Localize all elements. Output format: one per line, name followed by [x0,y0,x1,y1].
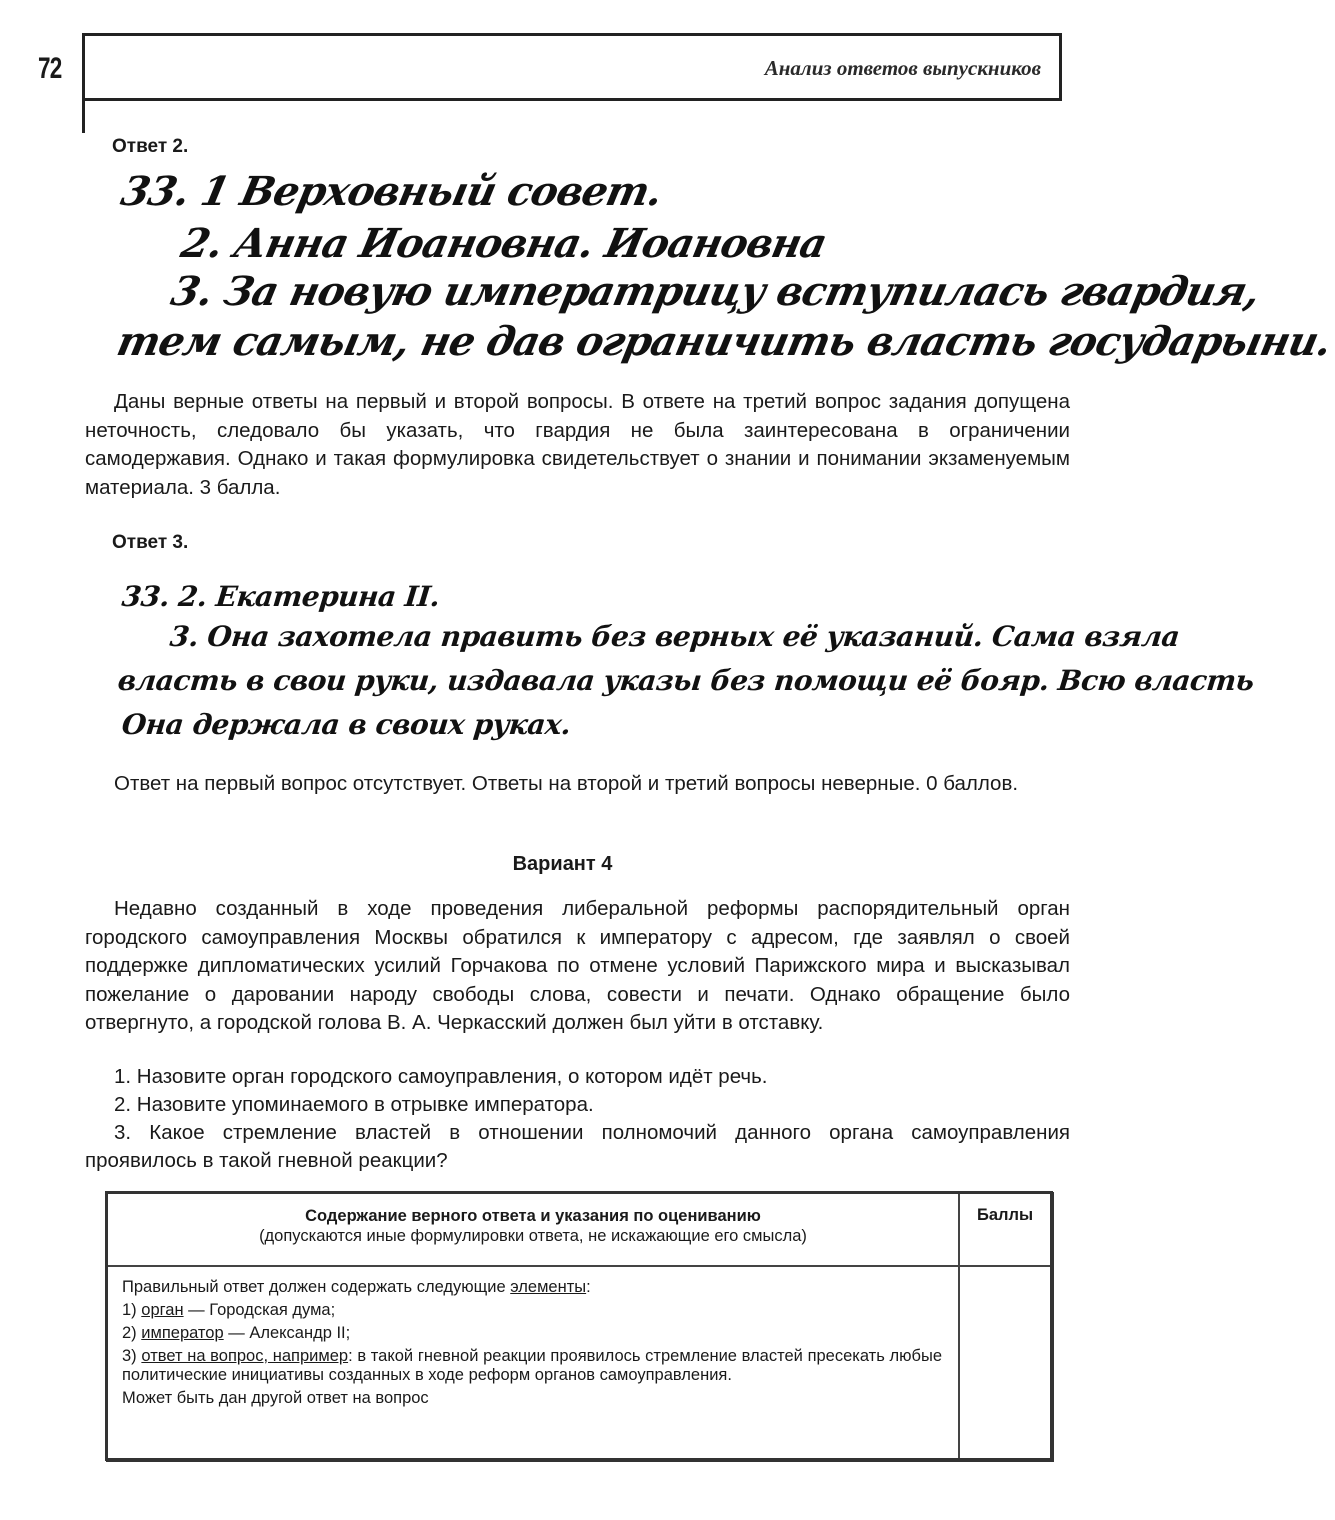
header-rule [82,101,85,133]
handwriting-line: тем самым, не дав ограничить власть государыни. [113,318,1335,365]
table-column-divider [958,1194,960,1458]
handwriting-line: 33. 2. Екатерина II. [120,580,442,613]
handwriting-line: 3. За новую императрицу вступилась гвардия, [167,268,1264,315]
table-header-title: Содержание верного ответа и указания по оцениванию [305,1207,761,1225]
variant-4-text: Недавно созданный в ходе проведения либеральной реформы распорядительный орган городского самоуправления Москвы обратился к императору с адресом, где заявлял о своей поддержке дипломатических усилий Горчакова по отмене условий Парижского мира и высказывал пожелание о даровании народу свободы слова, совести и печати. Однако обращение было отвергнуто, а городской голова В. А. Черкасский должен был уйти в отставку. [85,897,1070,1034]
handwriting-line: 33. 1 Верховный совет. [117,168,667,215]
answer-element-1: 1) орган — Городская дума; [122,1301,336,1319]
answer-element-3: 3) ответ на вопрос, например: в такой гневной реакции проявилось стремление властей пресекать любые политические инициативы созданных в ходе реформ органов самоуправления. [122,1347,943,1384]
handwriting-line: власть в свои руки, издавала указы без помощи её бояр. Всю власть [116,664,1256,697]
table-header-score: Баллы [976,1206,1034,1224]
running-header [82,33,1062,101]
grading-table [105,1191,1053,1461]
table-answer-cell [122,1278,942,1412]
table-header-content [108,1206,958,1246]
running-header-title: Анализ ответов выпускников [764,56,1041,80]
answer-2-label: Ответ 2. [112,136,189,157]
answer-element-2: 2) император — Александр II; [122,1324,351,1342]
answer-2-comment: Даны верные ответы на первый и второй вопросы. В ответе на третий вопрос задания допущена неточность, следовало бы указать, что гвардия не была заинтересована в ограничении самодержавия. Однако и такая формулировка свидетельствует о знании и понимании экзаменуемым материала. 3 балла. [85,390,1070,499]
question-1: 1. Назовите орган городского самоуправления, о котором идёт речь. [114,1065,768,1088]
handwriting-line: 2. Анна Иоановна. Иоановна [177,220,831,267]
handwriting-line: Она держала в своих руках. [120,708,573,741]
table-header-note: (допускаются иные формулировки ответа, не искажающие его смысла) [259,1227,807,1245]
answer-3-label: Ответ 3. [112,532,189,553]
question-2: 2. Назовите упоминаемого в отрывке императора. [114,1093,594,1116]
handwriting-line: 3. Она захотела править без верных её указаний. Сама взяла [168,620,1182,653]
answer-footer: Может быть дан другой ответ на вопрос [122,1389,429,1407]
table-row-divider [108,1265,1050,1267]
answer-3-comment: Ответ на первый вопрос отсутствует. Ответы на второй и третий вопросы неверные. 0 баллов. [114,772,1019,795]
answer-intro: Правильный ответ должен содержать следующие элементы: [122,1278,591,1296]
page-number: 72 [38,52,62,85]
question-3: 3. Какое стремление властей в отношении полномочий данного органа самоуправления проявилось в такой гневной реакции? [85,1121,1070,1172]
variant-4-heading: Вариант 4 [512,853,613,875]
